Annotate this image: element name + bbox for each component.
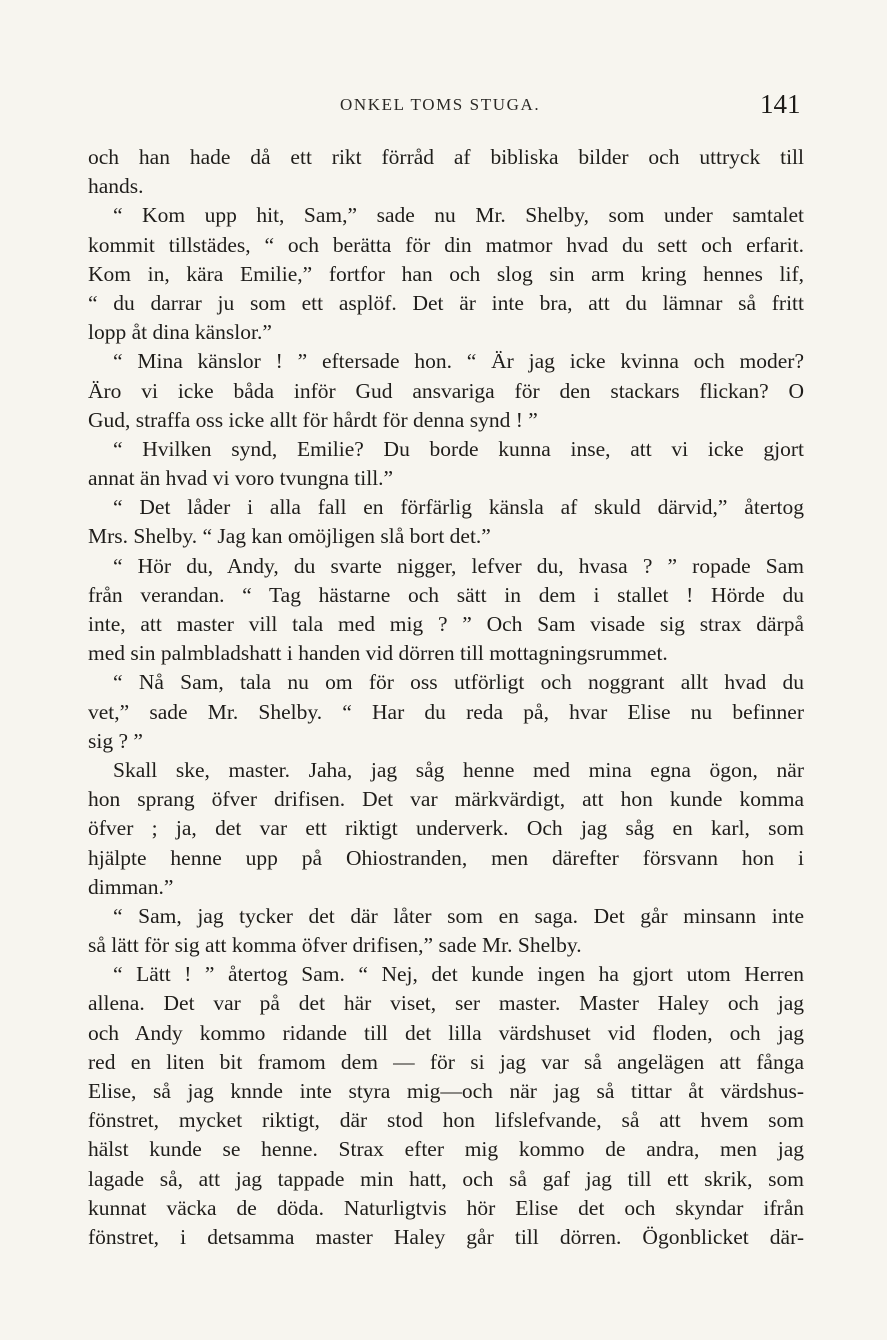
text-line: hon sprang öfver drifisen. Det var märkvärdigt, att hon kunde komma [88, 787, 804, 812]
text-line: så lätt för sig att komma öfver drifisen,” sade Mr. Shelby. [88, 933, 582, 958]
text-line: “ Mina känslor ! ” eftersade hon. “ Är jag icke kvinna och moder? [113, 349, 804, 374]
text-line: “ Hör du, Andy, du svarte nigger, lefver du, hvasa ? ” ropade Sam [113, 553, 804, 578]
text-line: Kom in, kära Emilie,” fortfor han och slog sin arm kring hennes lif, [88, 261, 804, 286]
text-line: vet,” sade Mr. Shelby. “ Har du reda på, hvar Elise nu befinner [88, 699, 804, 724]
text-line: allena. Det var på det här viset, ser master. Master Haley och jag [88, 991, 804, 1016]
page-number: 141 [760, 89, 801, 119]
text-line: annat än hvad vi voro tvungna till.” [88, 466, 394, 491]
text-line: fönstret, i detsamma master Haley går till dörren. Ögonblicket där- [88, 1224, 804, 1249]
text-line: från verandan. “ Tag hästarne och sätt in dem i stallet ! Hörde du [88, 582, 804, 607]
body-text [88, 143, 804, 1252]
text-line: hands. [88, 174, 144, 199]
page-header [0, 89, 887, 121]
text-line: kommit tillstädes, “ och berätta för din matmor hvad du sett och erfarit. [88, 232, 804, 257]
running-title: ONKEL TOMS STUGA. [340, 95, 541, 114]
text-line: och han hade då ett rikt förråd af bibliska bilder och uttryck till [88, 145, 804, 169]
text-line: “ du darrar ju som ett asplöf. Det är inte bra, att du lämnar så fritt [88, 290, 804, 315]
text-line: sig ? ” [88, 728, 143, 753]
text-line: med sin palmbladshatt i handen vid dörren till mottagningsrummet. [88, 641, 668, 666]
text-line: fönstret, mycket riktigt, där stod hon lifslefvande, så att hvem som [88, 1108, 804, 1133]
text-line: hjälpte henne upp på Ohiostranden, men därefter försvann hon i [88, 845, 804, 870]
text-line: lopp åt dina känslor.” [88, 320, 272, 345]
text-line: “ Nå Sam, tala nu om för oss utförligt och noggrant allt hvad du [113, 670, 804, 695]
text-line: Gud, straffa oss icke allt för hårdt för denna synd ! ” [88, 407, 538, 432]
text-line: inte, att master vill tala med mig ? ” Och Sam visade sig strax därpå [88, 612, 804, 636]
text-line: “ Lätt ! ” återtog Sam. “ Nej, det kunde ingen ha gjort utom Herren [113, 962, 804, 987]
text-line: “ Sam, jag tycker det där låter som en saga. Det går minsann inte [113, 903, 804, 928]
text-line: öfver ; ja, det var ett riktigt underverk. Och jag såg en karl, som [88, 816, 804, 841]
text-line: “ Kom upp hit, Sam,” sade nu Mr. Shelby, som under samtalet [113, 203, 804, 228]
text-line: dimman.” [88, 874, 174, 899]
text-line: red en liten bit framom dem — för si jag var så angelägen att fånga [88, 1049, 804, 1074]
text-line: lagade så, att jag tappade min hatt, och så gaf jag till ett skrik, som [88, 1166, 804, 1191]
text-line: “ Hvilken synd, Emilie? Du borde kunna inse, att vi icke gjort [113, 436, 804, 461]
text-line: “ Det låder i alla fall en förfärlig känsla af skuld därvid,” återtog [113, 495, 804, 520]
text-line: Skall ske, master. Jaha, jag såg henne med mina egna ögon, när [113, 757, 804, 782]
text-line: och Andy kommo ridande till det lilla värdshuset vid floden, och jag [88, 1020, 804, 1045]
text-line: hälst kunde se henne. Strax efter mig kommo de andra, men jag [88, 1137, 804, 1162]
text-line: Elise, så jag knnde inte styra mig—och när jag så tittar åt värdshus- [88, 1079, 804, 1103]
text-line: kunnat väcka de döda. Naturligtvis hör Elise det och skyndar ifrån [88, 1195, 804, 1220]
text-line: Mrs. Shelby. “ Jag kan omöjligen slå bort det.” [88, 524, 491, 549]
text-line: Äro vi icke båda inför Gud ansvariga för den stackars flickan? O [88, 378, 804, 403]
